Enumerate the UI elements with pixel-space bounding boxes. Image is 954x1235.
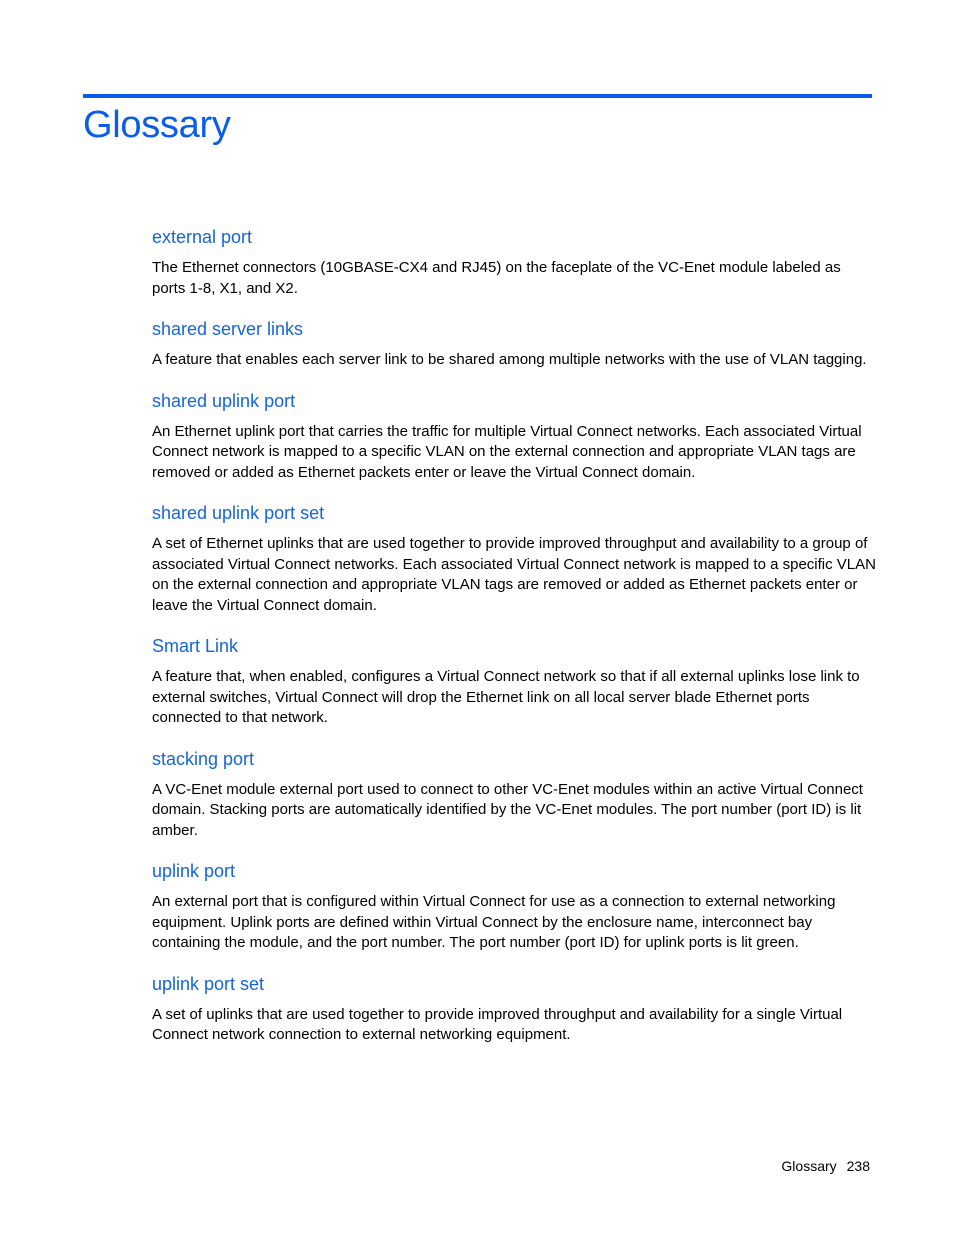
glossary-definition: A set of Ethernet uplinks that are used together to provide improved throughput and availability to a group of associated Virtual Connect networks. Each associated Virtual Connect network is mapped to a specific VLAN on the external connection and appropriate VLAN tags are removed or added as Ethernet packets enter or leave the Virtual Connect domain. xyxy=(152,535,876,614)
glossary-term: external port xyxy=(152,227,253,247)
glossary-term: shared uplink port set xyxy=(152,503,325,523)
glossary-entry xyxy=(152,973,877,1046)
glossary-term: stacking port xyxy=(152,748,255,769)
glossary-definition: A set of uplinks that are used together to provide improved throughput and availability for a single Virtual Connect network connection to external networking equipment. xyxy=(152,1005,843,1043)
glossary-list xyxy=(152,226,877,1065)
glossary-entry xyxy=(152,635,877,729)
glossary-entry xyxy=(152,226,877,299)
glossary-entry xyxy=(152,502,877,616)
glossary-entry xyxy=(152,390,877,484)
page-footer xyxy=(781,1158,870,1174)
glossary-definition: The Ethernet connectors (10GBASE-CX4 and RJ45) on the faceplate of the VC-Enet module labeled as ports 1-8, X1, and X2. xyxy=(152,259,841,297)
glossary-definition: An external port that is configured within Virtual Connect for use as a connection to external networking equipment. Uplink ports are defined within Virtual Connect by the enclosure name, interconnect bay containing the module, and the port number. The port number (port ID) for uplink ports is lit green. xyxy=(152,893,836,951)
glossary-term: Smart Link xyxy=(152,636,239,656)
glossary-definition: A VC-Enet module external port used to connect to other VC-Enet modules within an active Virtual Connect domain. Stacking ports are automatically identified by the VC-Enet modules. The port number (port ID) is lit amber. xyxy=(152,780,863,839)
glossary-term: uplink port xyxy=(152,861,236,881)
glossary-definition: A feature that enables each server link to be shared among multiple networks with the use of VLAN tagging. xyxy=(152,351,867,368)
glossary-term: shared uplink port xyxy=(152,390,296,411)
glossary-definition: A feature that, when enabled, configures a Virtual Connect network so that if all external uplinks lose link to external switches, Virtual Connect will drop the Ethernet link on all local server blade Ethernet ports connected to that network. xyxy=(152,668,860,726)
glossary-definition: An Ethernet uplink port that carries the traffic for multiple Virtual Connect networks. Each associated Virtual Connect network is mapped to a specific VLAN on the external connection and appropriate VLAN tags are removed or added as Ethernet packets enter or leave the Virtual Connect domain. xyxy=(152,422,862,481)
glossary-term: shared server links xyxy=(152,319,304,339)
glossary-entry xyxy=(152,860,877,954)
glossary-entry xyxy=(152,318,877,371)
page-number: 238 xyxy=(846,1158,870,1174)
footer-section-label: Glossary xyxy=(781,1158,837,1174)
page-title: Glossary xyxy=(83,104,231,146)
title-rule xyxy=(83,94,872,98)
glossary-term: uplink port set xyxy=(152,973,265,994)
glossary-entry xyxy=(152,748,877,842)
